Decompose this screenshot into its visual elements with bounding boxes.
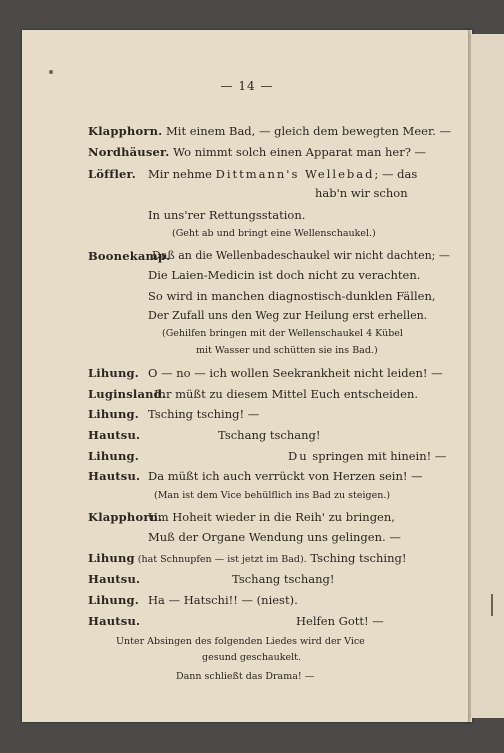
speaker-name: Lihung. <box>88 449 139 463</box>
speaker-name: Hautsu. <box>88 614 141 628</box>
speaker-name: Lihung. <box>88 593 139 607</box>
line-text-post: ; — das <box>374 167 418 181</box>
dialogue-line <box>88 167 136 181</box>
line-text: Wo nimmt solch einen Apparat man her? — <box>173 145 427 159</box>
spaced-emphasis: Dittmann's Wellebad <box>215 167 375 181</box>
line-text: Tsching tsching! — <box>148 407 260 421</box>
line-text: Ihr müßt zu diesem Mittel Euch entscheiden. <box>154 387 419 401</box>
line-text: Mit einem Bad, — gleich dem bewegten Meer. — <box>166 124 451 138</box>
dialogue-line <box>88 469 140 483</box>
speaker-name: Boonekamp. <box>88 249 171 263</box>
speaker-name: Hautsu. <box>88 572 141 586</box>
spaced-emphasis: Du <box>288 449 309 463</box>
dialogue-line <box>88 551 406 565</box>
line-text: Daß an die Wellenbadeschaukel wir nicht dachten; — <box>152 249 450 262</box>
line-text: Da müßt ich auch verrückt von Herzen sein! — <box>148 469 423 483</box>
dialogue-line <box>88 572 140 586</box>
page-number: — 14 — <box>220 79 274 93</box>
stage-direction: gesund geschaukelt. <box>202 652 301 663</box>
line-text-pre: Mir nehme <box>148 167 216 181</box>
speaker-name: Hautsu. <box>88 428 141 442</box>
line-text: Tsching tsching! <box>306 551 407 565</box>
stage-direction: Dann schließt das Drama! — <box>176 671 315 682</box>
line-text: Der Zufall uns den Weg zur Heilung erst erhellen. <box>148 309 428 322</box>
dialogue-line <box>88 449 139 463</box>
speaker-name: Klapphorn. <box>88 124 163 138</box>
dialogue-line <box>88 407 139 421</box>
line-text: In uns'rer Rettungsstation. <box>148 208 306 222</box>
dialogue-line <box>88 593 139 607</box>
dialogue-line <box>88 366 139 380</box>
line-text: Muß der Organe Wendung uns gelingen. — <box>148 530 401 544</box>
line-text: Helfen Gott! — <box>296 614 384 628</box>
line-text: Um Hoheit wieder in die Reih' zu bringen, <box>148 510 395 524</box>
stage-direction: Unter Absingen des folgenden Liedes wird der Vice <box>116 636 365 647</box>
stage-direction: mit Wasser und schütten sie ins Bad.) <box>196 345 378 356</box>
speaker-name: Löffler. <box>88 167 136 181</box>
stage-direction: (Gehilfen bringen mit der Wellenschaukel 4 Kübel <box>162 328 403 339</box>
speaker-name: Luginsland. <box>88 387 167 401</box>
line-text: So wird in manchen diagnostisch-dunklen Fällen, <box>148 289 436 303</box>
ink-spot <box>49 70 53 74</box>
page-mark <box>491 594 493 616</box>
next-page-edge <box>470 34 504 718</box>
line-text: Die Laien-Medicin ist doch nicht zu verachten. <box>148 268 421 282</box>
line-text-post: springen mit hinein! — <box>308 449 447 463</box>
dialogue-line <box>88 124 451 138</box>
stage-direction: (Man ist dem Vice behülflich ins Bad zu steigen.) <box>154 490 391 501</box>
line-text: Tschang tschang! <box>218 428 321 442</box>
line-text: O — no — ich wollen Seekrankheit nicht leiden! — <box>148 366 443 380</box>
speaker-name: Lihung. <box>88 407 139 421</box>
line-text: Ha — Hatschi!! — (niest). <box>148 593 298 607</box>
book-page <box>22 30 472 722</box>
dialogue-line <box>88 614 140 628</box>
line-text: hab'n wir schon <box>315 186 408 200</box>
line-text <box>148 167 417 181</box>
speaker-name: Lihung. <box>88 366 139 380</box>
speaker-name: Nordhäuser. <box>88 145 170 159</box>
dialogue-line <box>88 428 140 442</box>
stage-direction: (Geht ab und bringt eine Wellenschaukel.) <box>172 228 376 239</box>
speaker-name: Lihung <box>88 551 135 565</box>
line-text <box>288 449 446 463</box>
speaker-name: Hautsu. <box>88 469 141 483</box>
speaker-name: Klapphorn. <box>88 510 163 524</box>
line-text: Tschang tschang! <box>232 572 335 586</box>
aside-text: (hat Schnupfen — ist jetzt im Bad). <box>134 554 307 565</box>
dialogue-line <box>88 145 426 159</box>
